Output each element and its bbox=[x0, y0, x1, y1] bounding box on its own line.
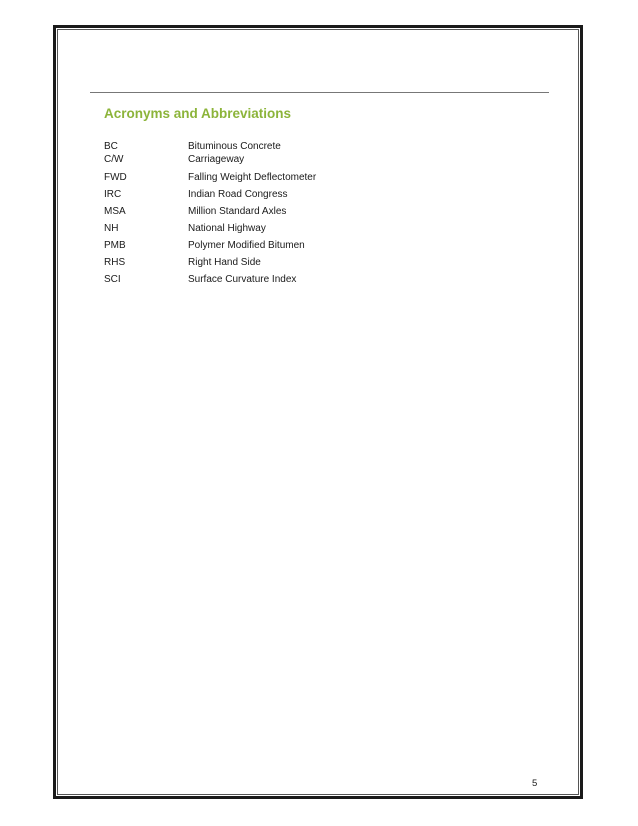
abbreviation-definition: Million Standard Axles bbox=[188, 206, 287, 217]
section-title: Acronyms and Abbreviations bbox=[104, 106, 292, 121]
abbreviation-definition: Surface Curvature Index bbox=[188, 274, 297, 285]
abbreviation-term: FWD bbox=[104, 172, 127, 183]
abbreviation-term: RHS bbox=[104, 257, 126, 268]
abbreviation-definition: Falling Weight Deflectometer bbox=[188, 172, 317, 183]
header-divider bbox=[90, 92, 549, 93]
abbreviation-term: PMB bbox=[104, 240, 126, 251]
abbreviation-term: IRC bbox=[104, 189, 122, 200]
abbreviation-definition: Indian Road Congress bbox=[188, 189, 288, 200]
abbreviation-definition: Carriageway bbox=[188, 154, 245, 165]
abbreviation-term: BC bbox=[104, 141, 118, 152]
abbreviation-definition: Right Hand Side bbox=[188, 257, 261, 268]
abbreviation-definition: National Highway bbox=[188, 223, 266, 234]
abbreviation-term: NH bbox=[104, 223, 119, 234]
page-border bbox=[53, 25, 583, 799]
page-number: 5 bbox=[532, 778, 538, 789]
abbreviation-definition: Bituminous Concrete bbox=[188, 141, 281, 152]
abbreviation-definition: Polymer Modified Bitumen bbox=[188, 240, 305, 251]
abbreviation-term: C/W bbox=[104, 154, 124, 165]
abbreviation-term: SCI bbox=[104, 274, 121, 285]
abbreviation-term: MSA bbox=[104, 206, 126, 217]
